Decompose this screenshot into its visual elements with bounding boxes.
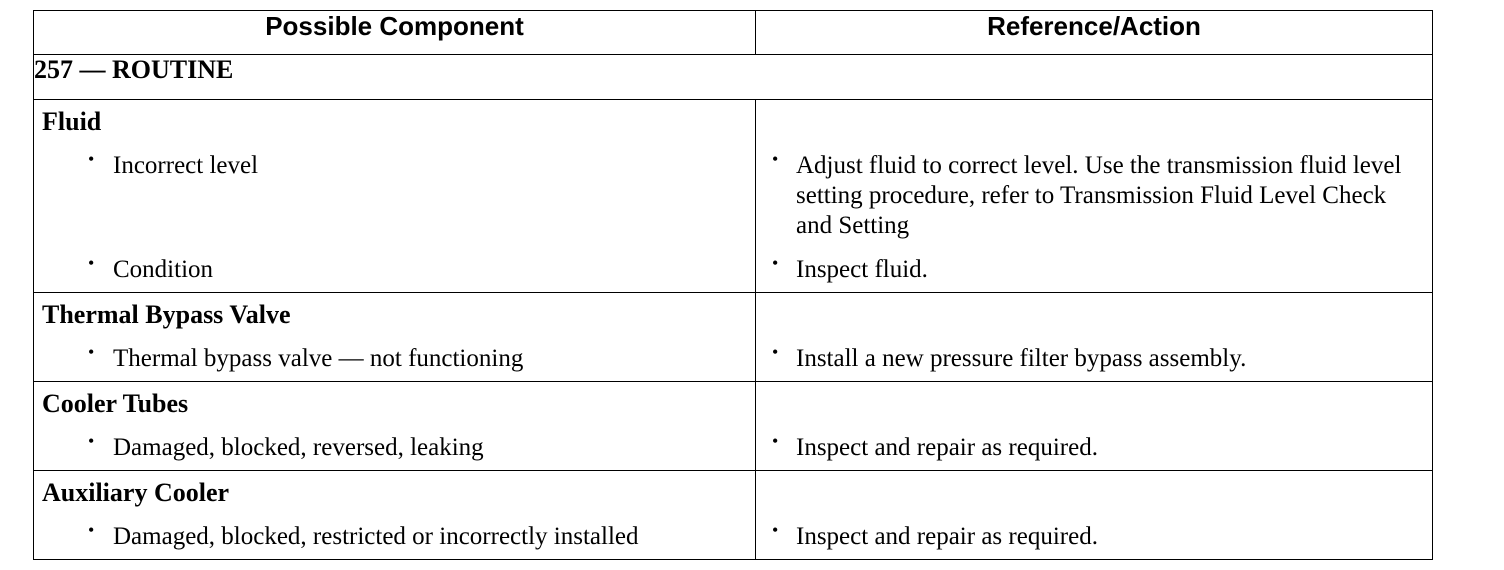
list-item (756, 144, 1432, 248)
bullet-icon: • (88, 520, 95, 540)
action-text: Inspect fluid. (796, 256, 928, 283)
list-item (34, 515, 755, 559)
component-text: Damaged, blocked, reversed, leaking (113, 434, 484, 461)
component-text: Damaged, blocked, restricted or incorrectly installed (113, 523, 639, 550)
action-cell (756, 293, 1433, 382)
bullet-icon: • (772, 520, 779, 540)
table-row (34, 471, 1433, 560)
group-title: Thermal Bypass Valve (42, 300, 291, 329)
component-text: Incorrect level (113, 152, 259, 179)
routine-code: 257 — ROUTINE (34, 55, 1433, 100)
list-item (34, 426, 755, 470)
table-row (34, 382, 1433, 471)
bullet-icon: • (88, 253, 95, 273)
table-row (34, 100, 1433, 293)
list-item (756, 248, 1432, 292)
bullet-icon: • (772, 342, 779, 362)
group-title: Cooler Tubes (42, 389, 189, 418)
header-row (34, 11, 1433, 55)
list-item (34, 144, 755, 248)
action-cell (756, 100, 1433, 293)
action-text: Inspect and repair as required. (796, 434, 1098, 461)
list-item (34, 337, 755, 381)
component-cell (34, 382, 756, 471)
list-item (756, 337, 1432, 381)
header-reference-action: Reference/Action (756, 11, 1433, 55)
list-item (756, 426, 1432, 470)
table-row (34, 293, 1433, 382)
component-cell (34, 293, 756, 382)
component-text: Thermal bypass valve — not functioning (113, 345, 524, 372)
action-text: Install a new pressure filter bypass assembly. (796, 345, 1247, 372)
group-title: Auxiliary Cooler (42, 478, 230, 507)
bullet-icon: • (772, 431, 779, 451)
bullet-icon: • (88, 149, 95, 169)
action-cell (756, 382, 1433, 471)
bullet-icon: • (772, 253, 779, 273)
component-text: Condition (113, 256, 214, 283)
action-cell (756, 471, 1433, 560)
action-text: Inspect and repair as required. (796, 523, 1098, 550)
list-item (756, 515, 1432, 559)
list-item (34, 248, 755, 292)
bullet-icon: • (772, 149, 779, 169)
component-cell (34, 100, 756, 293)
bullet-icon: • (88, 431, 95, 451)
header-possible-component: Possible Component (34, 11, 756, 55)
diagnostic-table (33, 10, 1433, 560)
group-title: Fluid (42, 107, 102, 136)
action-text: Adjust fluid to correct level. Use the transmission fluid level setting procedure, refer to Transmission Fluid Level Check and Setting (796, 152, 1402, 239)
bullet-icon: • (88, 342, 95, 362)
code-row (34, 55, 1433, 100)
component-cell (34, 471, 756, 560)
